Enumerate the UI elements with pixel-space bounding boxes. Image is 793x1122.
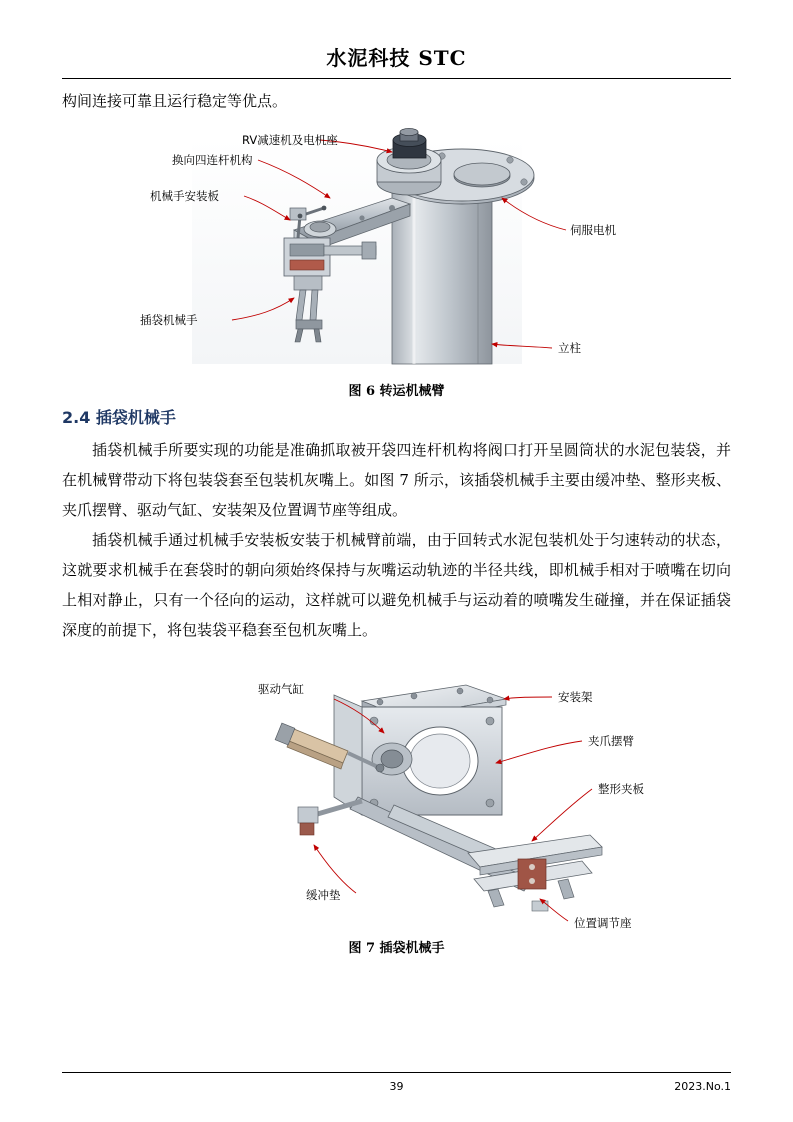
leader-gripper-swing-arm — [496, 741, 582, 763]
page-content — [62, 86, 731, 956]
label-mounting-frame: 安装架 — [558, 690, 593, 704]
continued-paragraph: 构间连接可靠且运行稳定等优点。 — [62, 92, 288, 110]
figure-7-caption: 图 7 插袋机械手 — [348, 941, 445, 956]
figure-6-drawing — [62, 120, 731, 378]
footer-divider — [62, 1072, 731, 1073]
label-servo-motor: 伺服电机 — [570, 223, 616, 237]
label-gripper-swing-arm: 夹爪摆臂 — [588, 734, 634, 748]
paragraph-2: 插袋机械手通过机械手安装板安装于机械臂前端，由于回转式水泥包装机处于匀速转动的状态，这就要求机械手在套袋时的朝向须始终保持与灰嘴运动轨迹的半径共线，即机械手相对于喷嘴在切向上相对静止，只有一个径向的运动，这样就可以避免机械手与运动着的喷嘴发生碰撞，并在保证插袋深度的前提下，将包装袋平稳套至包机灰嘴上。 — [62, 531, 731, 639]
figure-7-bag-manipulator — [62, 655, 731, 935]
section-heading-2-4: 2.4 插袋机械手 — [62, 408, 176, 427]
label-bag-insert-manipulator: 插袋机械手 — [140, 313, 198, 327]
label-shaping-clamp-plate: 整形夹板 — [598, 782, 644, 796]
label-position-adjust-seat: 位置调节座 — [574, 916, 632, 930]
leader-buffer-pad — [314, 845, 356, 893]
label-rv-reducer-motor-base: RV减速机及电机座 — [242, 133, 338, 147]
issue-number: 2023.No.1 — [674, 1080, 731, 1093]
label-manipulator-mount-plate: 机械手安装板 — [150, 189, 219, 203]
label-reversing-four-bar: 换向四连杆机构 — [172, 153, 253, 167]
leader-shaping-clamp — [532, 789, 592, 841]
page-number: 39 — [389, 1080, 404, 1093]
figure-7-drawing — [62, 655, 731, 935]
label-drive-cylinder: 驱动气缸 — [258, 682, 304, 696]
page-footer — [62, 1080, 731, 1100]
figure-6-robot-arm — [62, 120, 731, 378]
journal-title: 水泥科技 STC — [326, 46, 467, 70]
paragraph-1: 插袋机械手所要实现的功能是准确抓取被开袋四连杆机构将阀口打开呈圆筒状的水泥包装袋，并在机械臂带动下将包装袋套至包装机灰嘴上。如图 7 所示，该插袋机械手主要由缓冲垫、整形夹板、夹爪摆臂、驱动气缸、安装架及位置调节座等组成。 — [62, 441, 731, 519]
label-column: 立柱 — [558, 341, 581, 355]
figure-6-caption: 图 6 转运机械臂 — [348, 384, 445, 399]
leader-mounting-frame — [504, 697, 552, 699]
header-divider — [62, 78, 731, 79]
label-buffer-pad: 缓冲垫 — [306, 888, 341, 902]
page-header — [0, 42, 793, 71]
